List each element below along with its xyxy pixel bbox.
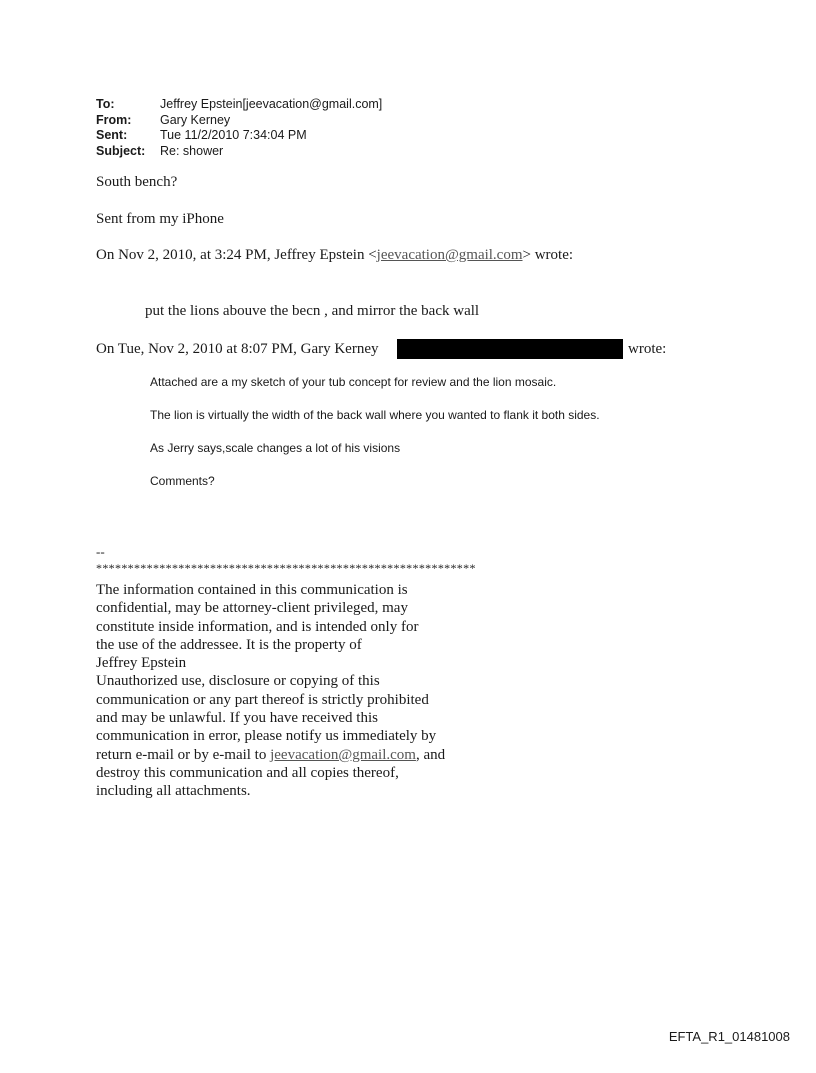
- disclaimer-email-suffix: , and: [415, 746, 446, 763]
- quote-header-2-prefix: On Tue, Nov 2, 2010 at 8:07 PM, Gary Kerney: [96, 341, 379, 357]
- body-line-sent-from: Sent from my iPhone: [96, 211, 224, 227]
- subject-value: Re: shower: [160, 143, 224, 158]
- email-header: [96, 97, 382, 159]
- disclaimer-line: Jeffrey Epstein: [96, 655, 187, 672]
- from-label: From:: [96, 112, 132, 127]
- sent-label: Sent:: [96, 128, 128, 142]
- redaction-bar: [397, 339, 623, 359]
- disclaimer-line: communication or any part thereof is strictly prohibited: [96, 691, 429, 708]
- disclaimer-line: including all attachments.: [96, 783, 251, 800]
- quoted-paragraph-1: Attached are a my sketch of your tub concept for review and the lion mosaic.: [150, 375, 557, 389]
- signature-stars: ************************************************************: [96, 561, 476, 575]
- header-subject-row: [96, 144, 382, 160]
- disclaimer-line: constitute inside information, and is intended only for: [96, 618, 419, 635]
- disclaimer-line: Unauthorized use, disclosure or copying of this: [96, 673, 380, 690]
- quoted-paragraph-3: As Jerry says,scale changes a lot of his visions: [150, 441, 401, 455]
- disclaimer-email-prefix: return e-mail or by e-mail to: [96, 746, 271, 763]
- signature-dashes: --: [96, 544, 105, 559]
- disclaimer-email-link[interactable]: jeevacation@gmail.com: [270, 746, 416, 763]
- disclaimer-line-email: [96, 746, 496, 764]
- quote1-prefix: On Nov 2, 2010, at 3:24 PM, Jeffrey Epstein <: [96, 247, 377, 263]
- header-sent-row: [96, 128, 382, 144]
- reply-text-1: put the lions abouve the becn , and mirror the back wall: [145, 303, 480, 319]
- quote1-email-link[interactable]: jeevacation@gmail.com: [376, 247, 523, 263]
- body-line-south-bench: South bench?: [96, 174, 178, 190]
- quoted-paragraph-4: Comments?: [150, 474, 215, 488]
- disclaimer-line: destroy this communication and all copies thereof,: [96, 764, 399, 781]
- from-value: Gary Kerney: [160, 112, 231, 127]
- disclaimer-line: communication in error, please notify us immediately by: [96, 728, 437, 745]
- header-from-row: [96, 113, 382, 129]
- confidentiality-disclaimer: [96, 581, 496, 801]
- disclaimer-line: and may be unlawful. If you have received this: [96, 710, 378, 727]
- header-to-row: [96, 97, 382, 113]
- disclaimer-line: the use of the addressee. It is the property of: [96, 636, 362, 653]
- quote-header-2-suffix: wrote:: [628, 341, 667, 357]
- disclaimer-line: The information contained in this communication is: [96, 582, 408, 598]
- quote1-suffix: > wrote:: [522, 247, 574, 263]
- to-label: To:: [96, 97, 115, 111]
- quote-header-1: [96, 247, 573, 264]
- disclaimer-line: confidential, may be attorney-client privileged, may: [96, 600, 408, 617]
- sent-value: Tue 11/2/2010 7:34:04 PM: [160, 128, 307, 142]
- subject-label: Subject:: [96, 143, 146, 158]
- to-value: Jeffrey Epstein[jeevacation@gmail.com]: [160, 97, 383, 111]
- quoted-paragraph-2: The lion is virtually the width of the back wall where you wanted to flank it both sides.: [150, 408, 600, 422]
- document-id: EFTA_R1_01481008: [668, 1029, 790, 1044]
